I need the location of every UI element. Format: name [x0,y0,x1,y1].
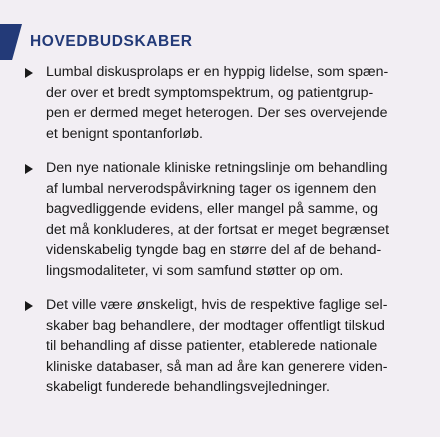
text-line: Den nye nationale kliniske retningslinje om behandling [46,160,388,176]
text-line: pen er dermed meget heterogen. Der ses overvejende [46,105,388,121]
text-line: videnskabelig tyngde bag en større del af de behand- [46,242,382,258]
bullet-text [46,158,426,281]
text-line: skaber bag behandlere, der modtager offentligt tilskud [46,317,385,334]
text-line: Lumbal diskusprolaps er en hyppig lidelse, som spæn- [46,64,389,80]
bullet-item [0,295,440,398]
bullet-text [46,62,426,144]
bullet-item [0,62,440,144]
text-line: det må konkluderes, at der fortsat er meget begrænset [46,221,390,238]
text-line: der over et bredt symptomspektrum, og patientgrup- [46,84,374,101]
text-line: til behandling af disse patienter, etablerede nationale [46,338,378,354]
text-line: Det ville være ønskeligt, hvis de respektive faglige sel- [46,297,388,313]
text-line: bagvedliggende evidens, eller mangel på samme, og [46,201,379,217]
box-header [0,24,440,60]
triangle-right-icon [25,68,33,78]
text-line: kliniske databaser, så man ad åre kan generere viden- [46,358,388,375]
triangle-right-icon [25,301,33,311]
slanted-bar-icon [0,24,22,60]
triangle-right-icon [25,164,33,174]
text-line: af lumbal nerverodspåvirkning tager os igennem den [46,180,377,197]
bullet-text [46,295,426,398]
bullet-item [0,158,440,281]
text-line: et benignt spontanforløb. [46,125,203,142]
text-line: skabeligt funderede behandlingsvejledninger. [46,379,330,395]
bullet-list [0,62,440,412]
box-title: HOVEDBUDSKABER [30,33,193,50]
text-line: lingsmodaliteter, vi som samfund støtter op om. [46,262,344,279]
